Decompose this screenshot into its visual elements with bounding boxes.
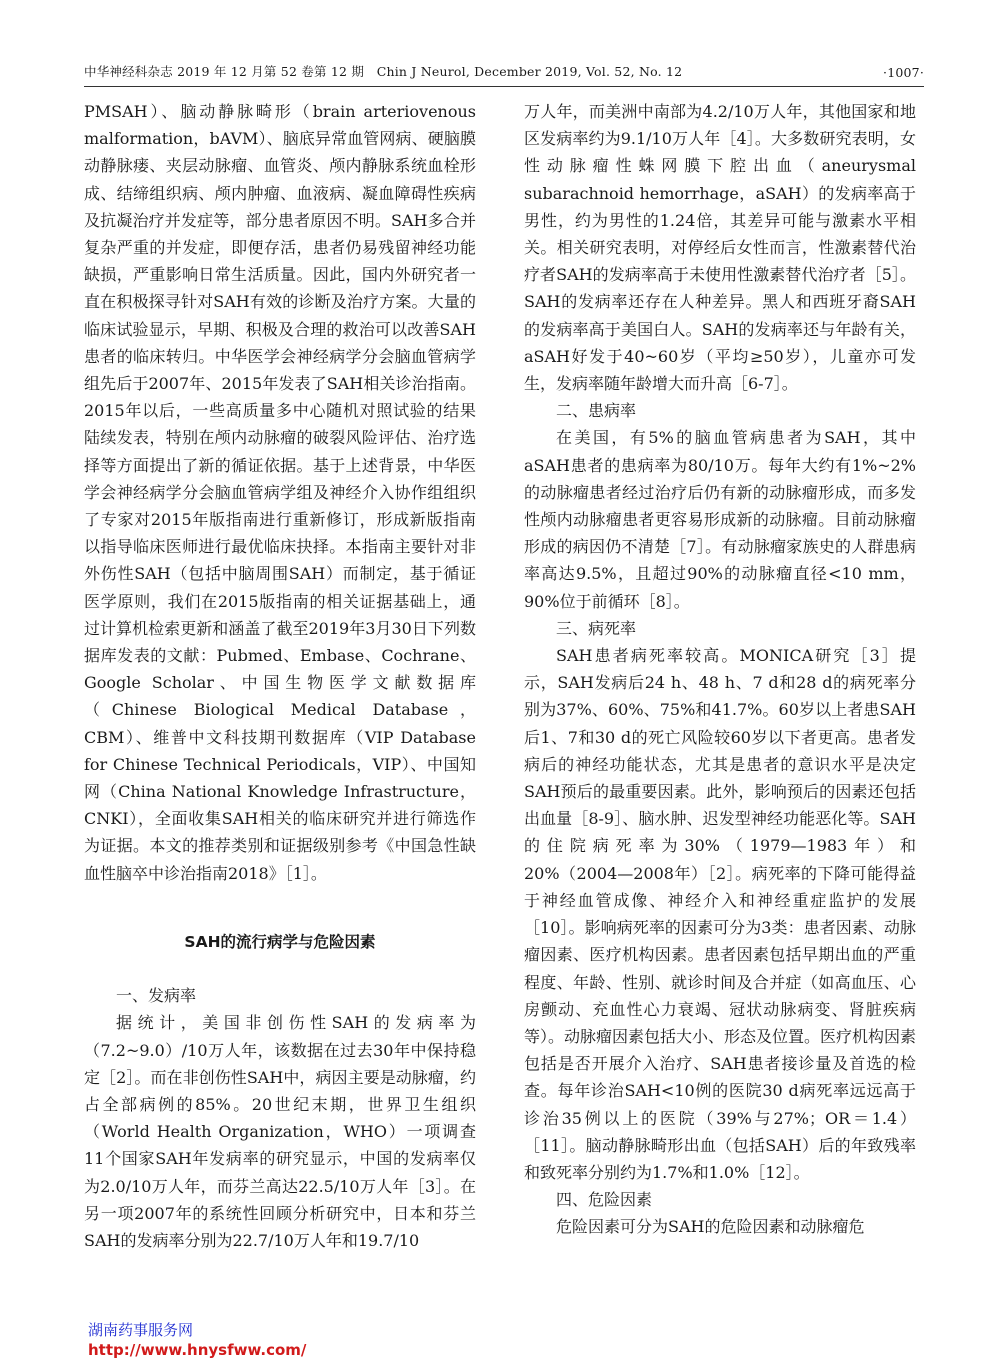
page-number: ·1007· (883, 65, 924, 80)
intro-paragraph: PMSAH）、脑动静脉畸形（brain arteriovenous malformation，bAVM）、脑底异常血管网病、硬脑膜动静脉瘘、夹层动脉瘤、血管炎、颅内静脉系统血栓形成、结缔组织病、颅内肿瘤、血液病、凝血障碍性疾病及抗凝治疗并发症等，部分患者原因不明。SAH多合并复杂严重的并发症，即便存活，患者仍易残留神经功能缺损，严重影响日常生活质量。因此，国内外研究者一直在积极探寻针对SAH有效的诊断及治疗方案。大量的临床试验显示，早期、积极及合理的救治可以改善SAH患者的临床转归。中华医学会神经病学分会脑血管病学组先后于2007年、2015年发表了SAH相关诊治指南。2015年以后，一些高质量多中心随机对照试验的结果陆续发表，特别在颅内动脉瘤的破裂风险评估、治疗选择等方面提出了新的循证依据。基于上述背景，中华医学会神经病学分会脑血管病学组及神经介入协作组组织了专家对2015年版指南进行重新修订，形成新版指南以指导临床医师进行最优临床抉择。本指南主要针对非外伤性SAH（包括中脑周围SAH）而制定，基于循证医学原则，我们在2015版指南的相关证据基础上，通过计算机检索更新和涵盖了截至2019年3月30日下列数据库发表的文献：Pubmed、Embase、Cochrane、Google Scholar、中国生物医学文献数据库（Chinese Biological Medical Database，CBM）、维普中文科技期刊数据库（VIP Database for Chinese Technical Periodicals，VIP）、中国知网（China National Knowledge Infrastructure，CNKI），全面收集SAH相关的临床研究并进行筛选作为证据。本文的推荐类别和证据级别参考《中国急性缺血性脑卒中诊治指南2018》［1］。 (84, 102, 476, 883)
subheading-incidence: 一、发病率 (116, 986, 197, 1006)
watermark-url[interactable]: http://www.hnysfww.com/ (88, 1341, 307, 1359)
left-column (84, 98, 476, 1254)
subheading-risk-factors: 四、危险因素 (556, 1190, 653, 1210)
watermark-name: 湖南药事服务网 (88, 1321, 194, 1339)
incidence-paragraph: 据统计，美国非创伤性SAH的发病率为（7.2~9.0）/10万人年，该数据在过去30年中保持稳定［2］。而在非创伤性SAH中，病因主要是动脉瘤，约占全部病例的85%。20世纪末期，世界卫生组织（World Health Organization，WHO）一项调查11个国家SAH年发病率的研究显示，中国的发病率仅为2.0/10万人年，而芬兰高达22.5/10万人年［3］。在另一项2007年的系统性回顾分析研究中，日本和芬兰SAH的发病率分别为22.7/10万人年和19.7/10 (84, 1013, 476, 1250)
subheading-prevalence: 二、患病率 (556, 401, 637, 421)
mortality-paragraph: SAH患者病死率较高。MONICA研究［3］提示，SAH发病后24 h、48 h、7 d和28 d的病死率分别为37%、60%、75%和41.7%。60岁以上者患SAH后1、7和30 d的死亡风险较60岁以下者更高。患者发病后的神经功能状态，尤其是患者的意识水平是决定SAH预后的最重要因素。此外，影响预后的因素还包括出血量［8-9］、脑水肿、迟发型神经功能恶化等。SAH的住院病死率为30%（1979—1983年）和20%（2004—2008年）［2］。病死率的下降可能得益于神经血管成像、神经介入和神经重症监护的发展［10］。影响病死率的因素可分为3类：患者因素、动脉瘤因素、医疗机构因素。患者因素包括早期出血的严重程度、年龄、性别、就诊时间及合并症（如高血压、心房颤动、充血性心力衰竭、冠状动脉病变、肾脏疾病等）。动脉瘤因素包括大小、形态及位置。医疗机构因素包括是否开展介入治疗、SAH患者接诊量及首选的检查。每年诊治SAH<10例的医院30 d病死率远远高于诊治35例以上的医院（39%与27%；OR＝1.4）［11］。脑动静脉畸形出血（包括SAH）后的年致残率和致死率分别约为1.7%和1.0%［12］。 (524, 646, 917, 1182)
incidence-continued-paragraph: 万人年，而美洲中南部为4.2/10万人年，其他国家和地区发病率约为9.1/10万人年［4］。大多数研究表明，女性动脉瘤性蛛网膜下腔出血（aneurysmal subarachnoid hemorrhage，aSAH）的发病率高于男性，约为男性的1.24倍，其差异可能与激素水平相关。相关研究表明，对停经后女性而言，性激素替代治疗者SAH的发病率高于未使用性激素替代治疗者［5］。SAH的发病率还存在人种差异。黑人和西班牙裔SAH的发病率高于美国白人。SAH的发病率还与年龄有关，aSAH好发于40~60岁（平均≥50岁），儿童亦可发生，发病率随年龄增大而升高［6-7］。 (524, 102, 916, 394)
watermark (88, 1320, 306, 1360)
section-title: SAH的流行病学与危险因素 (184, 932, 376, 951)
running-header (84, 56, 924, 87)
journal-citation: 中华神经科杂志 2019 年 12 月第 52 卷第 12 期 Chin J Neurol, December 2019, Vol. 52, No. 12 (84, 64, 683, 79)
prevalence-paragraph: 在美国，有5%的脑血管病患者为SAH，其中aSAH患者的患病率为80/10万。每年大约有1%~2%的动脉瘤患者经过治疗后仍有新的动脉瘤形成，而多发性颅内动脉瘤患者更容易形成新的动脉瘤。目前动脉瘤形成的病因仍不清楚［7］。有动脉瘤家族史的人群患病率高达9.5%，且超过90%的动脉瘤直径<10 mm，90%位于前循环［8］。 (524, 428, 916, 611)
risk-factors-paragraph: 危险因素可分为SAH的危险因素和动脉瘤危 (556, 1217, 865, 1237)
right-column (524, 98, 916, 1241)
subheading-mortality: 三、病死率 (556, 618, 637, 638)
